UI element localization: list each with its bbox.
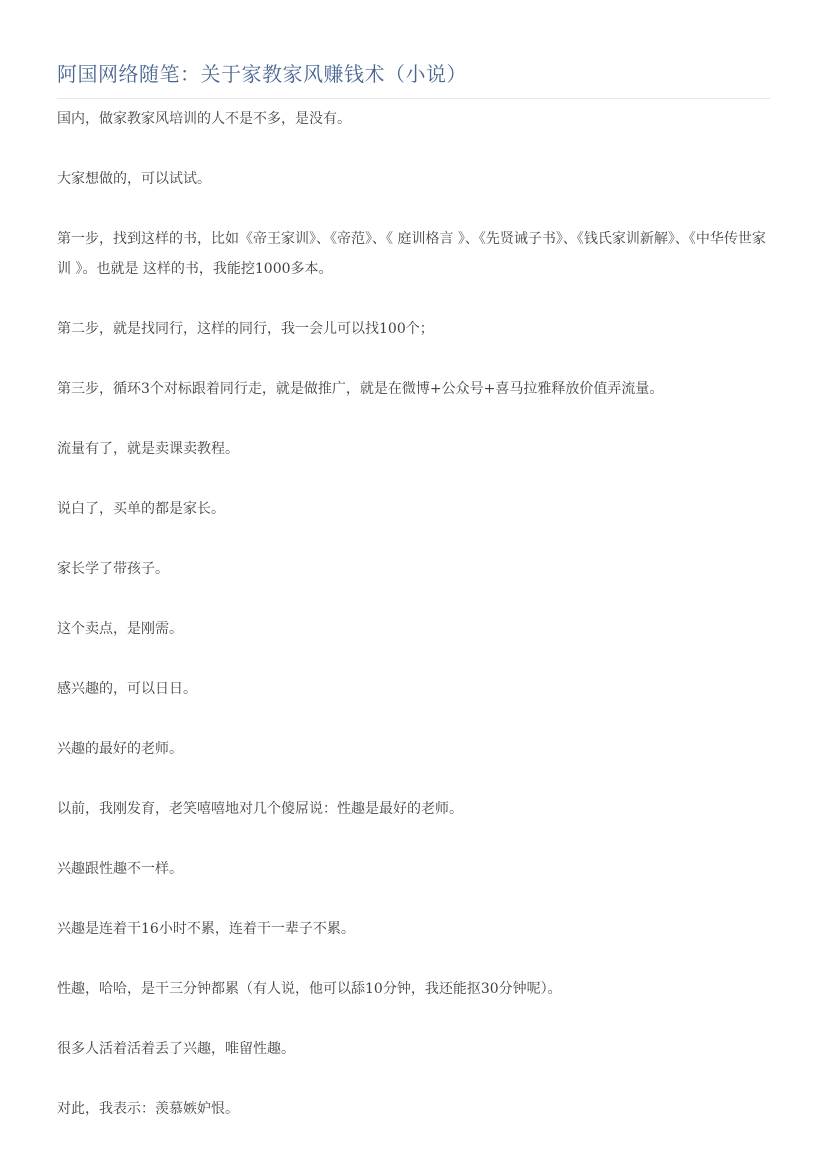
article-title: 阿国网络随笔：关于家教家风赚钱术（小说） (57, 62, 467, 86)
article-paragraph: 第三步，循环3个对标跟着同行走，就是做推广，就是在微博+公众号+喜马拉雅释放价值弄流量。 (57, 381, 664, 397)
article-paragraph: 大家想做的，可以试试。 (57, 171, 211, 187)
article-paragraph: 以前，我刚发育，老笑嘻嘻地对几个傻屌说：性趣是最好的老师。 (57, 801, 463, 817)
article-content (57, 0, 770, 1124)
article-paragraph: 兴趣是连着干16小时不累，连着干一辈子不累。 (57, 921, 355, 937)
article-paragraph: 说白了，买单的都是家长。 (57, 501, 225, 517)
article-paragraph: 兴趣的最好的老师。 (57, 741, 183, 757)
article-paragraph: 家长学了带孩子。 (57, 561, 169, 577)
article-paragraph: 感兴趣的，可以日日。 (57, 681, 197, 697)
article-paragraph: 性趣，哈哈，是干三分钟都累（有人说，他可以舔10分钟，我还能抠30分钟呢）。 (57, 981, 562, 997)
article-paragraph: 很多人活着活着丢了兴趣，唯留性趣。 (57, 1041, 295, 1057)
title-divider (57, 98, 770, 99)
article-body (57, 104, 770, 1124)
article-paragraph: 对此，我表示：羡慕嫉妒恨。 (57, 1101, 239, 1117)
article-paragraph: 流量有了，就是卖课卖教程。 (57, 441, 239, 457)
article-paragraph: 这个卖点，是刚需。 (57, 621, 183, 637)
article-paragraph: 兴趣跟性趣不一样。 (57, 861, 183, 877)
article-paragraph: 第二步，就是找同行，这样的同行，我一会儿可以找100个； (57, 321, 434, 337)
article-paragraph: 第一步，找到这样的书，比如《帝王家训》、《帝范》、《 庭训格言 》、《先贤诫子书》、《钱氏家训新解》、《中华传世家训 》。也就是 这样的书，我能挖1000多本。 (57, 231, 766, 277)
article-paragraph: 国内，做家教家风培训的人不是不多，是没有。 (57, 111, 351, 127)
